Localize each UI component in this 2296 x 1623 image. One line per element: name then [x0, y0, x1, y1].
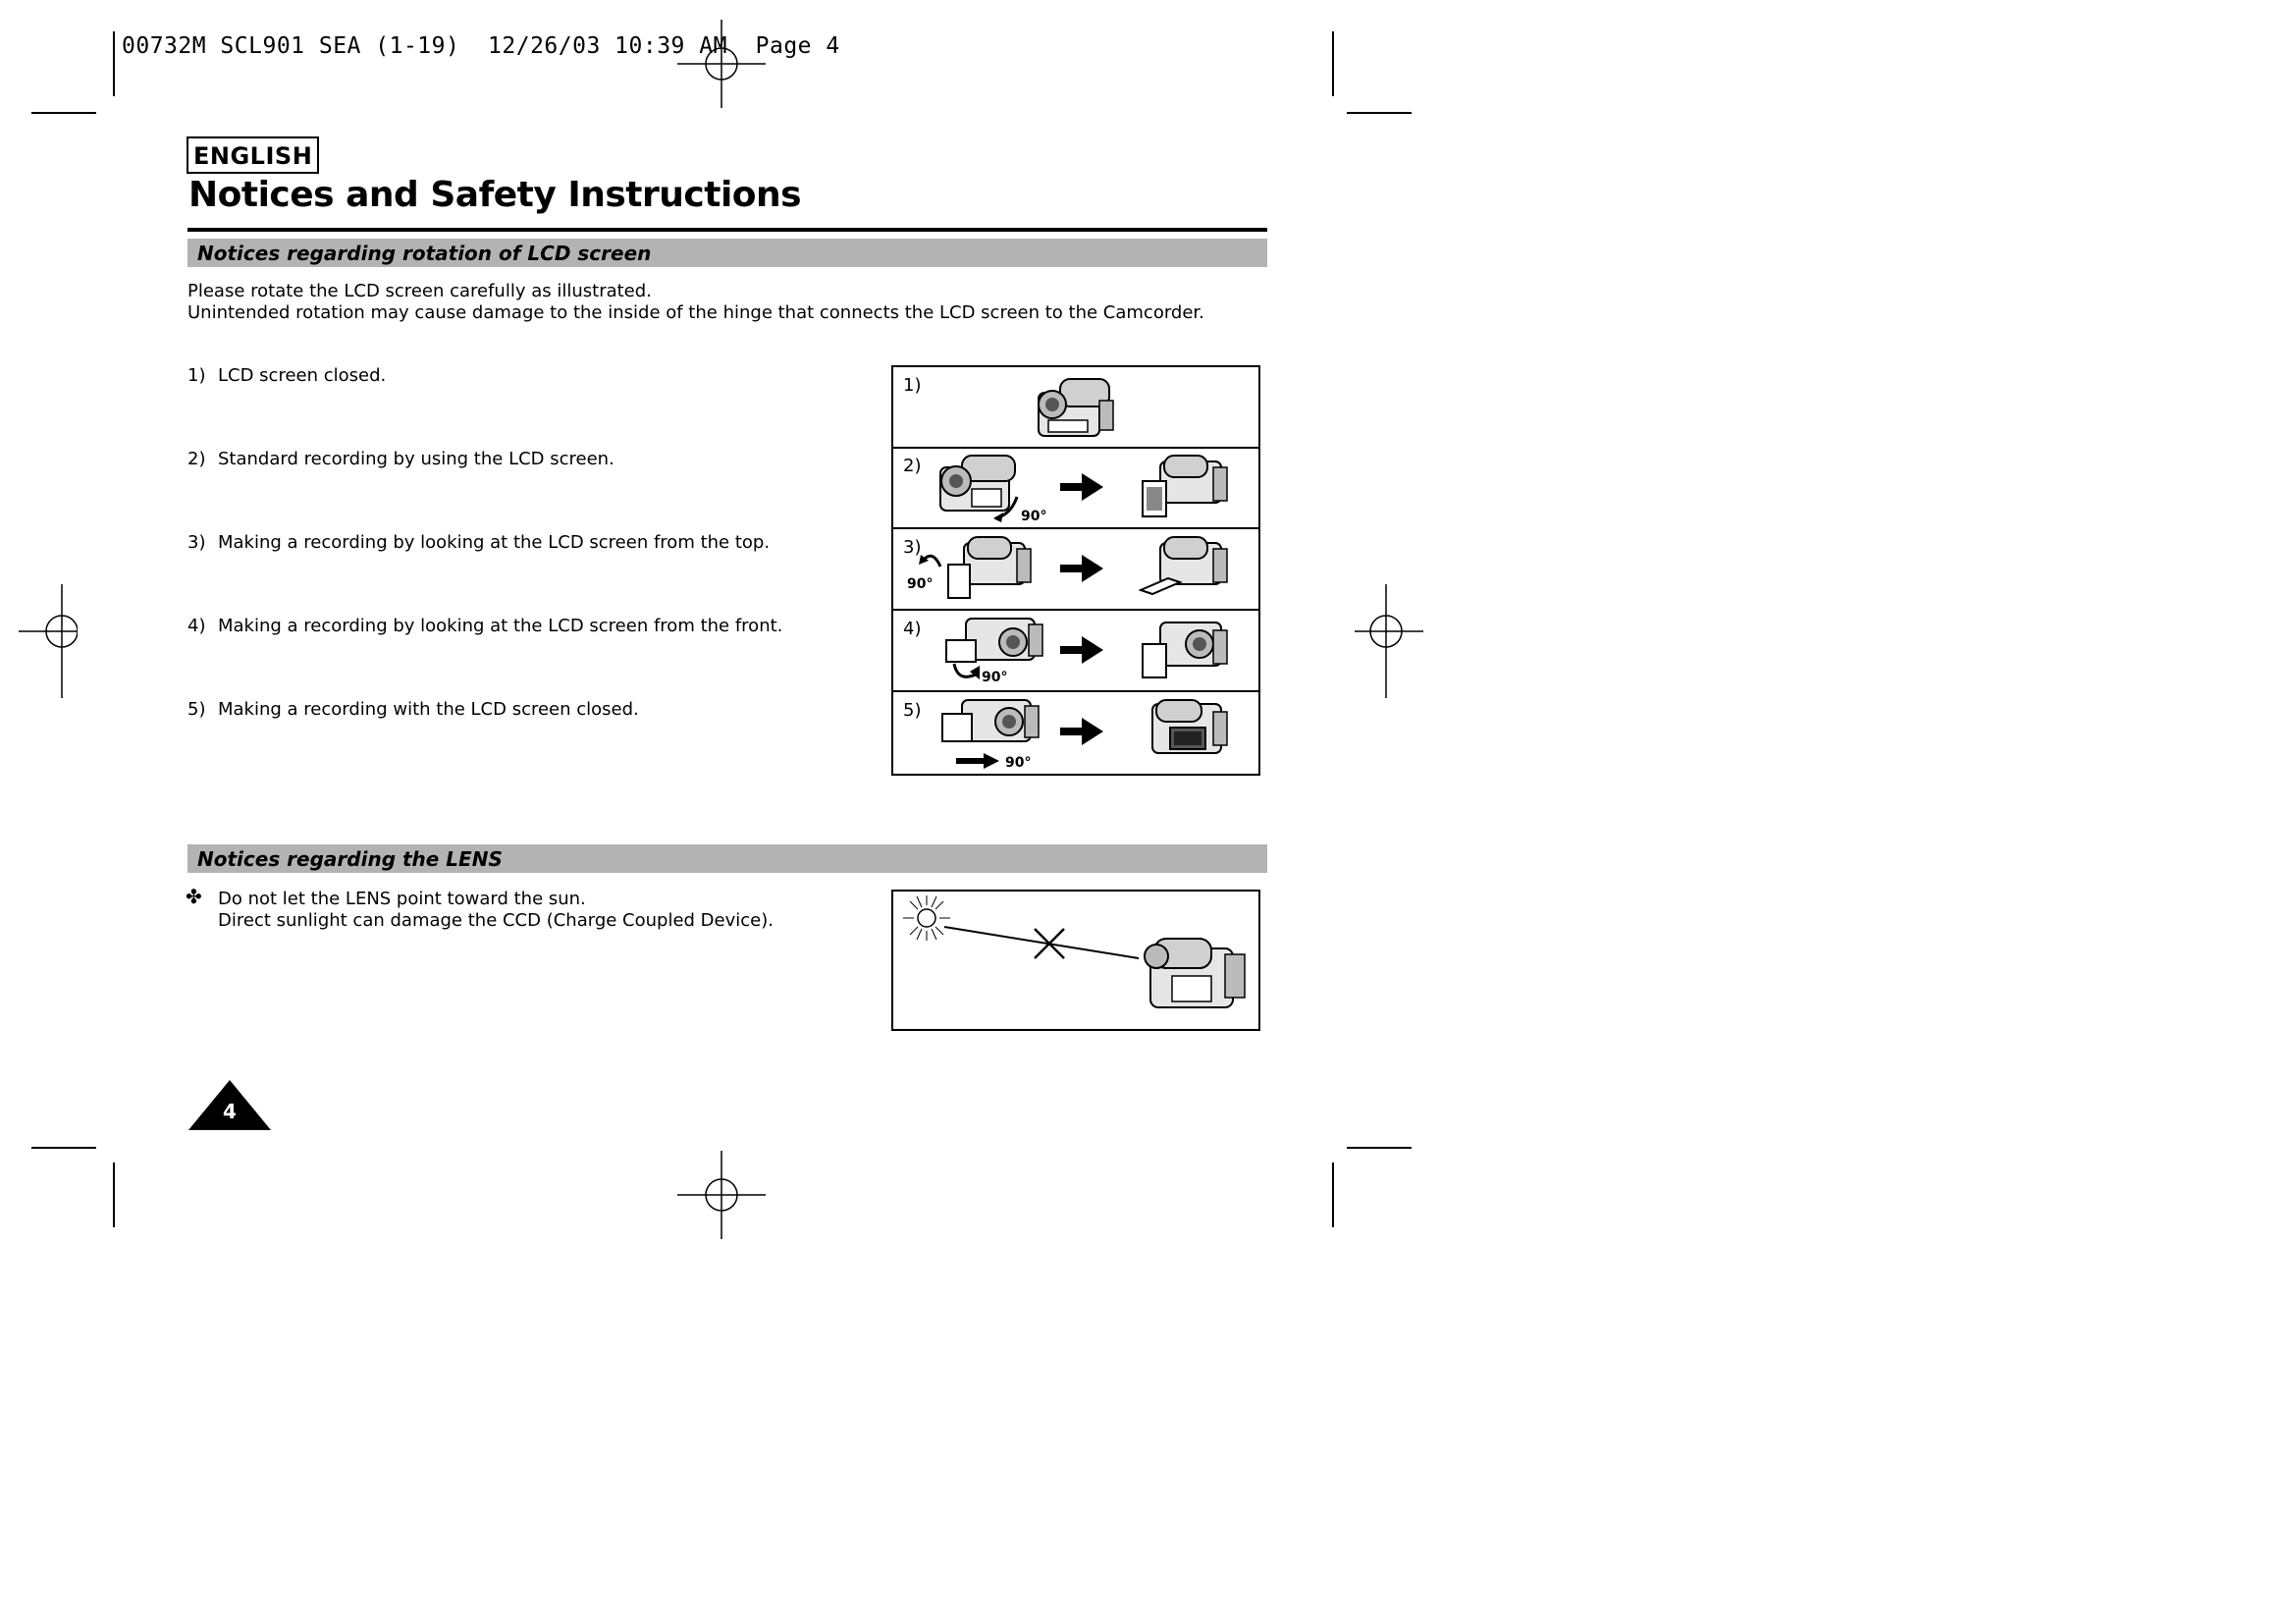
- camcorder-icon: [1143, 696, 1231, 767]
- section-heading-lcd: [187, 239, 1267, 267]
- rotate-arrow-icon: [919, 549, 944, 570]
- section-heading-text: Notices regarding rotation of LCD screen: [197, 242, 652, 265]
- language-tag: ENGLISH: [187, 136, 319, 174]
- cross-icon: [1033, 927, 1066, 960]
- intro-line: Unintended rotation may cause damage to the inside of the hinge that connects the LCD screen to the Camcorder.: [187, 302, 1204, 323]
- clover-bullet-icon: ✤: [186, 885, 202, 908]
- list-item-number: 1): [187, 365, 206, 386]
- figure-row: [893, 448, 1258, 529]
- lens-sun-figure: [891, 890, 1260, 1031]
- camcorder-icon: [1139, 615, 1232, 685]
- camcorder-icon: [1139, 533, 1232, 604]
- registration-mark-icon: [19, 584, 78, 698]
- rotation-angle-label: 90°: [1005, 755, 1032, 771]
- list-item-text: Making a recording by looking at the LCD screen from the top.: [218, 532, 771, 553]
- list-item-number: 2): [187, 449, 206, 469]
- camcorder-icon: [1139, 452, 1232, 522]
- figure-row-number: 1): [903, 375, 922, 396]
- registration-mark-icon: [1355, 584, 1423, 698]
- list-item: [187, 449, 614, 469]
- list-item-number: 5): [187, 699, 206, 720]
- figure-row-number: 5): [903, 700, 922, 721]
- list-item-number: 4): [187, 616, 206, 636]
- rotation-angle-label: 90°: [1021, 509, 1047, 524]
- figure-row: [893, 692, 1258, 772]
- list-item: [187, 365, 386, 386]
- rotation-angle-label: 90°: [907, 576, 934, 592]
- list-item: [187, 616, 782, 636]
- crop-mark: [1347, 1147, 1412, 1149]
- figure-row: [893, 611, 1258, 692]
- lens-notice-line: Direct sunlight can damage the CCD (Charge Coupled Device).: [218, 910, 774, 931]
- intro-line: Please rotate the LCD screen carefully as illustrated.: [187, 281, 652, 301]
- figure-row-number: 3): [903, 537, 922, 558]
- crop-mark: [113, 31, 115, 96]
- camcorder-icon: [942, 533, 1036, 604]
- crop-mark: [1347, 112, 1412, 114]
- list-item: [187, 532, 770, 553]
- print-header: 00732M SCL901 SEA (1-19) 12/26/03 10:39 AM Page 4: [122, 33, 840, 59]
- title-rule: [187, 228, 1267, 232]
- figure-row-number: 4): [903, 619, 922, 639]
- rotation-angle-label: 90°: [982, 670, 1008, 685]
- crop-mark: [1332, 31, 1334, 96]
- list-item: [187, 699, 639, 720]
- arrow-right-icon: [1060, 553, 1103, 584]
- section-heading-text: Notices regarding the LENS: [197, 847, 503, 871]
- list-item-number: 3): [187, 532, 206, 553]
- list-item-text: Making a recording with the LCD screen closed.: [218, 699, 639, 720]
- crop-mark: [31, 1147, 96, 1149]
- figure-row-number: 2): [903, 456, 922, 476]
- list-item-text: Making a recording by looking at the LCD screen from the front.: [218, 616, 783, 636]
- list-item-text: Standard recording by using the LCD screen.: [218, 449, 614, 469]
- push-arrow-icon: [956, 753, 999, 769]
- arrow-right-icon: [1060, 716, 1103, 747]
- list-item-text: LCD screen closed.: [218, 365, 387, 386]
- crop-mark: [113, 1163, 115, 1227]
- section-heading-lens: [187, 844, 1267, 873]
- arrow-right-icon: [1060, 634, 1103, 666]
- rotate-arrow-icon: [991, 493, 1021, 522]
- camcorder-icon: [940, 694, 1043, 753]
- rotate-arrow-icon: [952, 662, 982, 685]
- crop-mark: [31, 112, 96, 114]
- lens-notice-line: Do not let the LENS point toward the sun.: [218, 889, 586, 909]
- page-title: Notices and Safety Instructions: [188, 175, 802, 215]
- camcorder-icon: [1139, 931, 1253, 1023]
- figure-row: [893, 367, 1258, 449]
- lcd-rotation-figure: [891, 365, 1260, 776]
- arrow-right-icon: [1060, 471, 1103, 503]
- crop-mark: [1332, 1163, 1334, 1227]
- page-number: 4: [223, 1100, 237, 1123]
- registration-mark-icon: [677, 1151, 766, 1239]
- camcorder-icon: [1031, 371, 1124, 442]
- figure-row: [893, 529, 1258, 611]
